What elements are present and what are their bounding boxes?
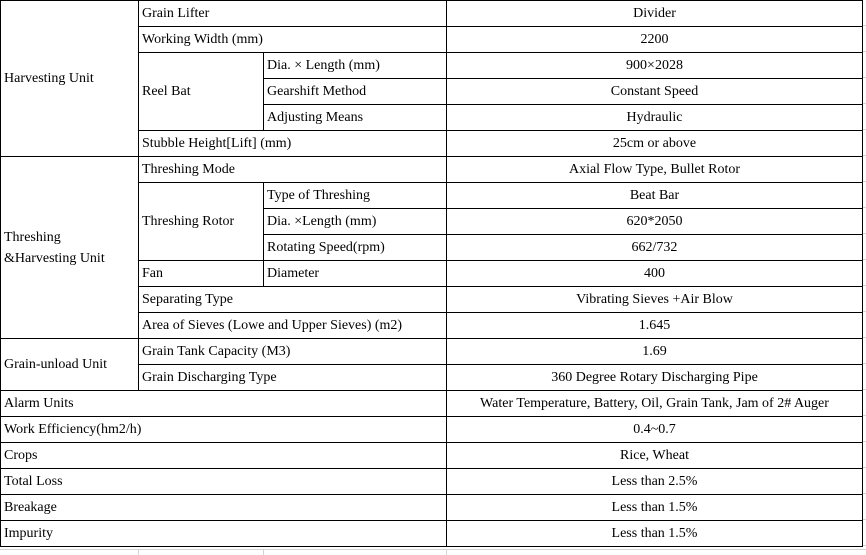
group-harvesting-unit: Harvesting Unit: [1, 1, 139, 157]
label-stubble: Stubble Height[Lift] (mm): [139, 131, 447, 157]
label-grain-lifter: Grain Lifter: [139, 1, 447, 27]
value-stubble: 25cm or above: [447, 131, 863, 157]
grid-tick: [446, 550, 447, 555]
label-alarm: Alarm Units: [1, 391, 447, 417]
label-breakage: Breakage: [1, 495, 447, 521]
value-grain-tank: 1.69: [447, 339, 863, 365]
row-alarm: [1, 391, 863, 417]
label-fan-diameter: Diameter: [264, 261, 447, 287]
value-total-loss: Less than 2.5%: [447, 469, 863, 495]
label-total-loss: Total Loss: [1, 469, 447, 495]
label-reel-dia-length: Dia. × Length (mm): [264, 53, 447, 79]
row-breakage: [1, 495, 863, 521]
row-grain-tank: [1, 339, 863, 365]
value-gearshift: Constant Speed: [447, 79, 863, 105]
label-crops: Crops: [1, 443, 447, 469]
grid-tick: [138, 550, 139, 555]
value-efficiency: 0.4~0.7: [447, 417, 863, 443]
value-working-width: 2200: [447, 27, 863, 53]
label-gearshift: Gearshift Method: [264, 79, 447, 105]
value-rotor-dia-length: 620*2050: [447, 209, 863, 235]
label-rotor-dia-length: Dia. ×Length (mm): [264, 209, 447, 235]
value-adjusting: Hydraulic: [447, 105, 863, 131]
spreadsheet-gridlines-bottom: [0, 549, 866, 555]
row-impurity: [1, 521, 863, 547]
value-sieves: 1.645: [447, 313, 863, 339]
label-threshing-mode: Threshing Mode: [139, 157, 447, 183]
row-total-loss: [1, 469, 863, 495]
group-grain-unload: Grain-unload Unit: [1, 339, 139, 391]
row-threshing-mode: [1, 157, 863, 183]
group-threshing-unit: Threshing &Harvesting Unit: [1, 157, 139, 339]
value-threshing-mode: Axial Flow Type, Bullet Rotor: [447, 157, 863, 183]
value-alarm: Water Temperature, Battery, Oil, Grain Tank, Jam of 2# Auger: [447, 391, 863, 417]
value-grain-discharging: 360 Degree Rotary Discharging Pipe: [447, 365, 863, 391]
label-fan: Fan: [139, 261, 264, 287]
row-efficiency: [1, 417, 863, 443]
label-impurity: Impurity: [1, 521, 447, 547]
row-grain-lifter: [1, 1, 863, 27]
label-threshing-rotor: Threshing Rotor: [139, 183, 264, 261]
value-impurity: Less than 1.5%: [447, 521, 863, 547]
label-grain-discharging: Grain Discharging Type: [139, 365, 447, 391]
value-separating: Vibrating Sieves +Air Blow: [447, 287, 863, 313]
value-grain-lifter: Divider: [447, 1, 863, 27]
label-threshing-type: Type of Threshing: [264, 183, 447, 209]
value-fan-diameter: 400: [447, 261, 863, 287]
value-breakage: Less than 1.5%: [447, 495, 863, 521]
label-reel-bat: Reel Bat: [139, 53, 264, 131]
label-separating: Separating Type: [139, 287, 447, 313]
label-adjusting: Adjusting Means: [264, 105, 447, 131]
value-rotating-speed: 662/732: [447, 235, 863, 261]
label-grain-tank: Grain Tank Capacity (M3): [139, 339, 447, 365]
label-working-width: Working Width (mm): [139, 27, 447, 53]
label-efficiency: Work Efficiency(hm2/h): [1, 417, 447, 443]
label-rotating-speed: Rotating Speed(rpm): [264, 235, 447, 261]
value-threshing-type: Beat Bar: [447, 183, 863, 209]
label-sieves: Area of Sieves (Lowe and Upper Sieves) (m2): [139, 313, 447, 339]
grid-tick: [263, 550, 264, 555]
value-reel-dia-length: 900×2028: [447, 53, 863, 79]
value-crops: Rice, Wheat: [447, 443, 863, 469]
row-crops: [1, 443, 863, 469]
